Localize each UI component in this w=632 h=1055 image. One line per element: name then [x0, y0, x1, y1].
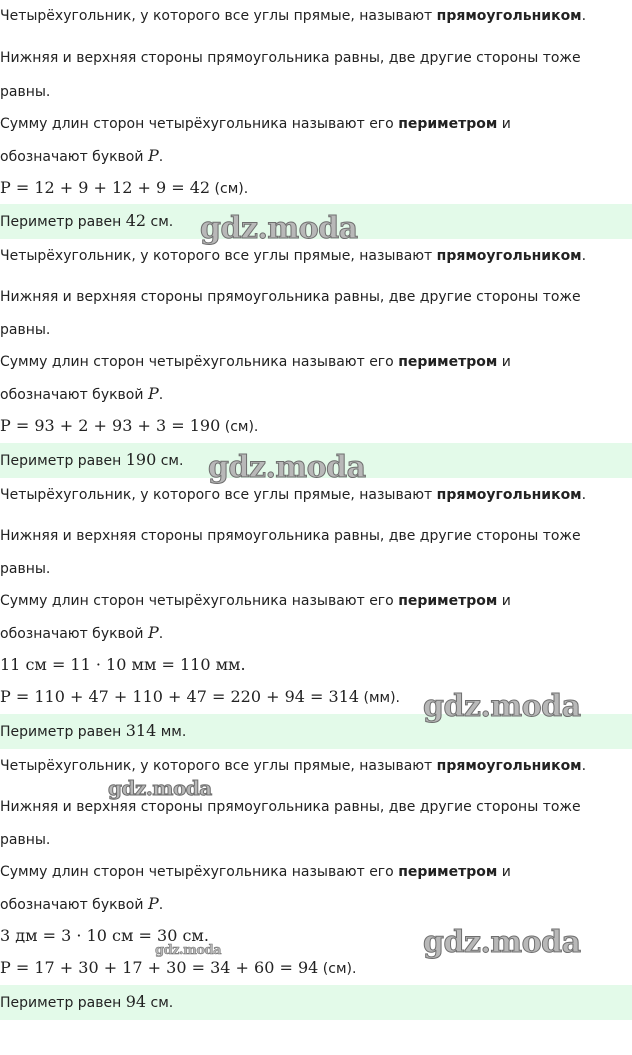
- letter-line: обозначают буквой P.: [0, 384, 164, 403]
- sides-line-cont: равны.: [0, 322, 51, 338]
- perimeter-definition-line: Сумму длин сторон четырёхугольника называют его периметром и: [0, 593, 511, 609]
- calc-line: P = 110 + 47 + 110 + 47 = 220 + 94 = 314 (мм).: [0, 687, 400, 706]
- watermark: gdz.moda: [208, 450, 366, 485]
- perimeter-definition-line: Сумму длин сторон четырёхугольника называют его периметром и: [0, 116, 511, 132]
- definition-line: Четырёхугольник, у которого все углы прямые, называют прямоугольником.: [0, 8, 587, 24]
- perimeter-definition-line: Сумму длин сторон четырёхугольника называют его периметром и: [0, 864, 511, 880]
- calc-line: P = 17 + 30 + 17 + 30 = 34 + 60 = 94 (см).: [0, 958, 357, 977]
- calc-line: P = 93 + 2 + 93 + 3 = 190 (см).: [0, 416, 259, 435]
- sides-line-cont: равны.: [0, 84, 51, 100]
- definition-line: Четырёхугольник, у которого все углы прямые, называют прямоугольником.: [0, 487, 587, 503]
- answer-line: Периметр равен 314 мм.: [0, 721, 187, 740]
- definition-line: Четырёхугольник, у которого все углы прямые, называют прямоугольником.: [0, 758, 587, 774]
- definition-line: Четырёхугольник, у которого все углы прямые, называют прямоугольником.: [0, 248, 587, 264]
- perimeter-definition-line: Сумму длин сторон четырёхугольника называют его периметром и: [0, 354, 511, 370]
- sides-line: Нижняя и верхняя стороны прямоугольника равны, две другие стороны тоже: [0, 799, 581, 815]
- letter-line: обозначают буквой P.: [0, 894, 164, 913]
- answer-line: Периметр равен 94 см.: [0, 992, 174, 1011]
- watermark: gdz.moda: [155, 943, 222, 958]
- letter-line: обозначают буквой P.: [0, 146, 164, 165]
- conversion-line: 3 дм = 3 · 10 см = 30 см.: [0, 926, 209, 945]
- conversion-line: 11 см = 11 · 10 мм = 110 мм.: [0, 655, 246, 674]
- sides-line: Нижняя и верхняя стороны прямоугольника равны, две другие стороны тоже: [0, 50, 581, 66]
- calc-line: P = 12 + 9 + 12 + 9 = 42 (см).: [0, 178, 249, 197]
- watermark: gdz.moda: [423, 925, 581, 960]
- watermark: gdz.moda: [200, 211, 358, 246]
- answer-line: Периметр равен 190 см.: [0, 450, 184, 469]
- sides-line-cont: равны.: [0, 561, 51, 577]
- answer-line: Периметр равен 42 см.: [0, 211, 174, 230]
- watermark: gdz.moda: [423, 689, 581, 724]
- watermark: gdz.moda: [108, 776, 212, 800]
- sides-line: Нижняя и верхняя стороны прямоугольника равны, две другие стороны тоже: [0, 289, 581, 305]
- sides-line: Нижняя и верхняя стороны прямоугольника равны, две другие стороны тоже: [0, 528, 581, 544]
- sides-line-cont: равны.: [0, 832, 51, 848]
- letter-line: обозначают буквой P.: [0, 623, 164, 642]
